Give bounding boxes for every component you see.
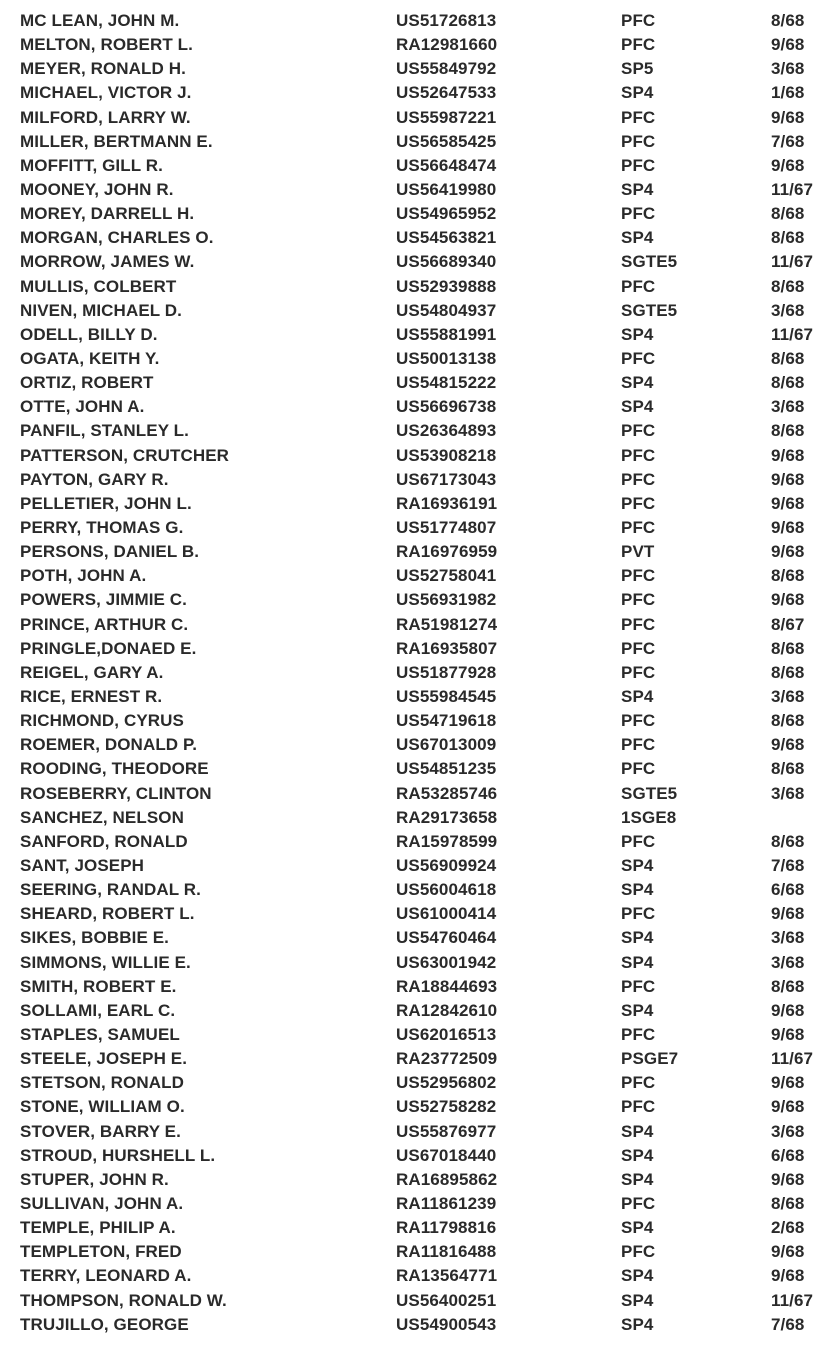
rank: PFC xyxy=(621,131,656,151)
date: 8/68 xyxy=(771,976,805,996)
soldier-name: PATTERSON, CRUTCHER xyxy=(20,445,230,465)
roster-row xyxy=(0,33,839,57)
date: 8/68 xyxy=(771,566,805,586)
date: 9/68 xyxy=(771,590,805,610)
date: 9/68 xyxy=(771,35,805,55)
soldier-name: MORROW, JAMES W. xyxy=(20,252,195,272)
date: 9/68 xyxy=(771,1242,805,1262)
service-number: US54965952 xyxy=(396,204,497,224)
service-number: RA15978599 xyxy=(396,831,498,851)
soldier-name: OGATA, KEITH Y. xyxy=(20,349,160,369)
service-number: US63001942 xyxy=(396,952,497,972)
service-number: US51877928 xyxy=(396,662,497,682)
roster-row xyxy=(0,57,839,81)
date: 7/68 xyxy=(771,855,805,875)
date: 9/68 xyxy=(771,1000,805,1020)
roster-row xyxy=(0,1023,839,1047)
date: 9/68 xyxy=(771,1266,805,1286)
date: 11/67 xyxy=(771,1290,814,1310)
service-number: US56648474 xyxy=(396,155,497,175)
rank: PFC xyxy=(621,711,656,731)
service-number: US55987221 xyxy=(396,107,497,127)
date: 11/67 xyxy=(771,180,814,200)
roster-row xyxy=(0,323,839,347)
roster-row xyxy=(0,1216,839,1240)
roster-row xyxy=(0,709,839,733)
roster-row xyxy=(0,106,839,130)
rank: PFC xyxy=(621,469,656,489)
soldier-name: MORGAN, CHARLES O. xyxy=(20,228,214,248)
date: 6/68 xyxy=(771,880,805,900)
roster-row xyxy=(0,1168,839,1192)
date: 8/68 xyxy=(771,349,805,369)
roster-row xyxy=(0,902,839,926)
date: 9/68 xyxy=(771,469,805,489)
soldier-name: SIMMONS, WILLIE E. xyxy=(20,952,191,972)
date: 9/68 xyxy=(771,542,805,562)
rank: SP4 xyxy=(621,1314,654,1334)
service-number: RA53285746 xyxy=(396,783,498,803)
service-number: RA23772509 xyxy=(396,1049,498,1069)
soldier-name: SIKES, BOBBIE E. xyxy=(20,928,169,948)
roster-row xyxy=(0,202,839,226)
soldier-name: MICHAEL, VICTOR J. xyxy=(20,83,192,103)
service-number: RA11798816 xyxy=(396,1218,497,1238)
roster-row xyxy=(0,806,839,830)
roster-row xyxy=(0,878,839,902)
date: 11/67 xyxy=(771,324,814,344)
rank: PFC xyxy=(621,107,656,127)
roster-row xyxy=(0,999,839,1023)
service-number: US55876977 xyxy=(396,1121,497,1141)
service-number: US61000414 xyxy=(396,904,497,924)
service-number: US56400251 xyxy=(396,1290,497,1310)
date: 3/68 xyxy=(771,397,805,417)
rank: SP4 xyxy=(621,1000,654,1020)
service-number: US55881991 xyxy=(396,324,497,344)
roster-row xyxy=(0,154,839,178)
roster-row xyxy=(0,1119,839,1143)
soldier-name: MILLER, BERTMANN E. xyxy=(20,131,213,151)
date: 8/68 xyxy=(771,662,805,682)
roster-row xyxy=(0,1047,839,1071)
service-number: RA16895862 xyxy=(396,1169,498,1189)
service-number: US54815222 xyxy=(396,373,497,393)
service-number: RA51981274 xyxy=(396,614,498,634)
roster-row xyxy=(0,588,839,612)
soldier-name: NIVEN, MICHAEL D. xyxy=(20,300,182,320)
service-number: US54804937 xyxy=(396,300,497,320)
rank: SP4 xyxy=(621,324,654,344)
rank: PFC xyxy=(621,155,656,175)
soldier-name: RICHMOND, CYRUS xyxy=(20,711,184,731)
roster-row xyxy=(0,275,839,299)
service-number: US56689340 xyxy=(396,252,497,272)
roster-row xyxy=(0,950,839,974)
date: 9/68 xyxy=(771,493,805,513)
service-number: US52939888 xyxy=(396,276,497,296)
rank: SP4 xyxy=(621,83,654,103)
rank: SP4 xyxy=(621,952,654,972)
date: 9/68 xyxy=(771,1097,805,1117)
rank: SGTE5 xyxy=(621,300,678,320)
rank: PSGE7 xyxy=(621,1049,679,1069)
service-number: US54760464 xyxy=(396,928,497,948)
soldier-name: STETSON, RONALD xyxy=(20,1073,184,1093)
rank: SP4 xyxy=(621,1121,654,1141)
rank: PFC xyxy=(621,11,656,31)
roster-row xyxy=(0,299,839,323)
service-number: US54719618 xyxy=(396,711,497,731)
roster-row xyxy=(0,830,839,854)
rank: PFC xyxy=(621,445,656,465)
roster-row xyxy=(0,1240,839,1264)
service-number: US26364893 xyxy=(396,421,497,441)
soldier-name: STROUD, HURSHELL L. xyxy=(20,1145,216,1165)
rank: SGTE5 xyxy=(621,252,678,272)
date: 8/68 xyxy=(771,228,805,248)
date: 9/68 xyxy=(771,518,805,538)
soldier-name: POTH, JOHN A. xyxy=(20,566,147,586)
service-number: US62016513 xyxy=(396,1024,497,1044)
service-number: RA16976959 xyxy=(396,542,498,562)
service-number: US54851235 xyxy=(396,759,497,779)
date: 3/68 xyxy=(771,59,805,79)
rank: PFC xyxy=(621,276,656,296)
service-number: US51774807 xyxy=(396,518,497,538)
roster-row xyxy=(0,81,839,105)
service-number: US67018440 xyxy=(396,1145,497,1165)
rank: PFC xyxy=(621,614,656,634)
rank: PFC xyxy=(621,493,656,513)
soldier-name: REIGEL, GARY A. xyxy=(20,662,164,682)
soldier-name: STUPER, JOHN R. xyxy=(20,1169,169,1189)
soldier-name: MOONEY, JOHN R. xyxy=(20,180,174,200)
roster-row xyxy=(0,468,839,492)
roster-row xyxy=(0,1192,839,1216)
rank: SP4 xyxy=(621,1145,654,1165)
roster-row xyxy=(0,782,839,806)
rank: PFC xyxy=(621,831,656,851)
soldier-name: MELTON, ROBERT L. xyxy=(20,35,193,55)
date: 8/68 xyxy=(771,373,805,393)
date: 9/68 xyxy=(771,445,805,465)
soldier-name: PELLETIER, JOHN L. xyxy=(20,493,192,513)
roster-row xyxy=(0,250,839,274)
roster-row xyxy=(0,685,839,709)
date: 8/68 xyxy=(771,711,805,731)
roster-row xyxy=(0,564,839,588)
rank: SP4 xyxy=(621,880,654,900)
rank: PFC xyxy=(621,590,656,610)
soldier-name: MOREY, DARRELL H. xyxy=(20,204,195,224)
soldier-name: PAYTON, GARY R. xyxy=(20,469,169,489)
service-number: US52758041 xyxy=(396,566,497,586)
rank: SP4 xyxy=(621,180,654,200)
roster-row xyxy=(0,613,839,637)
soldier-name: SULLIVAN, JOHN A. xyxy=(20,1193,184,1213)
roster-list xyxy=(0,9,839,1337)
service-number: US56004618 xyxy=(396,880,497,900)
date: 7/68 xyxy=(771,1314,805,1334)
date: 8/68 xyxy=(771,638,805,658)
rank: SP4 xyxy=(621,228,654,248)
rank: PFC xyxy=(621,349,656,369)
rank: SP4 xyxy=(621,928,654,948)
soldier-name: OTTE, JOHN A. xyxy=(20,397,145,417)
date: 3/68 xyxy=(771,687,805,706)
roster-row xyxy=(0,1313,839,1337)
service-number: US52647533 xyxy=(396,83,497,103)
roster-row xyxy=(0,637,839,661)
service-number: US51726813 xyxy=(396,11,497,31)
date: 9/68 xyxy=(771,107,805,127)
rank: SP4 xyxy=(621,1290,654,1310)
roster-row xyxy=(0,178,839,202)
roster-row xyxy=(0,733,839,757)
service-number: RA16935807 xyxy=(396,638,498,658)
date: 3/68 xyxy=(771,928,805,948)
service-number: US67173043 xyxy=(396,469,497,489)
rank: PFC xyxy=(621,1024,656,1044)
service-number: US56696738 xyxy=(396,397,497,417)
roster-row xyxy=(0,492,839,516)
date: 8/68 xyxy=(771,759,805,779)
roster-row xyxy=(0,540,839,564)
soldier-name: MOFFITT, GILL R. xyxy=(20,155,163,175)
date: 8/68 xyxy=(771,11,805,31)
soldier-name: POWERS, JIMMIE C. xyxy=(20,590,187,610)
rank: SP4 xyxy=(621,855,654,875)
soldier-name: TRUJILLO, GEORGE xyxy=(20,1314,189,1334)
service-number: US52758282 xyxy=(396,1097,497,1117)
service-number: US55984545 xyxy=(396,687,497,706)
date: 2/68 xyxy=(771,1218,805,1238)
soldier-name: MILFORD, LARRY W. xyxy=(20,107,191,127)
soldier-name: SHEARD, ROBERT L. xyxy=(20,904,195,924)
roster-row xyxy=(0,226,839,250)
soldier-name: ORTIZ, ROBERT xyxy=(20,373,154,393)
service-number: US52956802 xyxy=(396,1073,497,1093)
soldier-name: MC LEAN, JOHN M. xyxy=(20,11,180,31)
rank: PVT xyxy=(621,542,655,562)
service-number: RA18844693 xyxy=(396,976,498,996)
roster-row xyxy=(0,1095,839,1119)
soldier-name: SOLLAMI, EARL C. xyxy=(20,1000,176,1020)
rank: SGTE5 xyxy=(621,783,678,803)
roster-row xyxy=(0,757,839,781)
date: 9/68 xyxy=(771,1073,805,1093)
soldier-name: ROODING, THEODORE xyxy=(20,759,209,779)
date: 8/68 xyxy=(771,1193,805,1213)
date: 3/68 xyxy=(771,1121,805,1141)
soldier-name: PERRY, THOMAS G. xyxy=(20,518,184,538)
service-number: US56585425 xyxy=(396,131,497,151)
roster-row xyxy=(0,854,839,878)
rank: PFC xyxy=(621,204,656,224)
date: 6/68 xyxy=(771,1145,805,1165)
rank: PFC xyxy=(621,1097,656,1117)
rank: PFC xyxy=(621,566,656,586)
soldier-name: SANT, JOSEPH xyxy=(20,855,145,875)
date: 7/68 xyxy=(771,131,805,151)
roster-row xyxy=(0,444,839,468)
service-number: US56931982 xyxy=(396,590,497,610)
soldier-name: RICE, ERNEST R. xyxy=(20,687,163,706)
date: 9/68 xyxy=(771,1024,805,1044)
soldier-name: MULLIS, COLBERT xyxy=(20,276,177,296)
roster-row xyxy=(0,347,839,371)
date: 11/67 xyxy=(771,1049,814,1069)
rank: PFC xyxy=(621,421,656,441)
rank: PFC xyxy=(621,518,656,538)
soldier-name: STEELE, JOSEPH E. xyxy=(20,1049,188,1069)
service-number: RA11861239 xyxy=(396,1193,497,1213)
soldier-name: ODELL, BILLY D. xyxy=(20,324,158,344)
date: 9/68 xyxy=(771,904,805,924)
soldier-name: TEMPLE, PHILIP A. xyxy=(20,1218,176,1238)
date: 3/68 xyxy=(771,300,805,320)
rank: SP4 xyxy=(621,397,654,417)
soldier-name: SMITH, ROBERT E. xyxy=(20,976,177,996)
roster-row xyxy=(0,975,839,999)
soldier-name: SANCHEZ, NELSON xyxy=(20,807,184,827)
date: 9/68 xyxy=(771,155,805,175)
soldier-name: STAPLES, SAMUEL xyxy=(20,1024,180,1044)
service-number: US54900543 xyxy=(396,1314,497,1334)
soldier-name: PRINGLE,DONAED E. xyxy=(20,638,197,658)
roster-row xyxy=(0,1288,839,1312)
soldier-name: MEYER, RONALD H. xyxy=(20,59,186,79)
soldier-name: PANFIL, STANLEY L. xyxy=(20,421,189,441)
roster-row xyxy=(0,371,839,395)
soldier-name: ROEMER, DONALD P. xyxy=(20,735,198,755)
date: 9/68 xyxy=(771,1169,805,1189)
date: 3/68 xyxy=(771,783,805,803)
date: 8/68 xyxy=(771,421,805,441)
service-number: RA29173658 xyxy=(396,807,498,827)
date: 8/68 xyxy=(771,276,805,296)
rank: PFC xyxy=(621,904,656,924)
date: 8/68 xyxy=(771,831,805,851)
service-number: US67013009 xyxy=(396,735,497,755)
soldier-name: ROSEBERRY, CLINTON xyxy=(20,783,212,803)
roster-row xyxy=(0,1144,839,1168)
rank: SP4 xyxy=(621,1266,654,1286)
service-number: US53908218 xyxy=(396,445,497,465)
roster-row xyxy=(0,661,839,685)
service-number: US56419980 xyxy=(396,180,497,200)
service-number: US55849792 xyxy=(396,59,497,79)
roster-row xyxy=(0,9,839,33)
rank: SP4 xyxy=(621,1169,654,1189)
service-number: US50013138 xyxy=(396,349,497,369)
rank: PFC xyxy=(621,1242,656,1262)
date: 8/67 xyxy=(771,614,805,634)
rank: PFC xyxy=(621,638,656,658)
service-number: US56909924 xyxy=(396,855,497,875)
service-number: RA11816488 xyxy=(396,1242,497,1262)
rank: PFC xyxy=(621,1193,656,1213)
date: 9/68 xyxy=(771,735,805,755)
soldier-name: SEERING, RANDAL R. xyxy=(20,880,201,900)
soldier-name: TERRY, LEONARD A. xyxy=(20,1266,192,1286)
rank: SP4 xyxy=(621,687,654,706)
date: 3/68 xyxy=(771,952,805,972)
rank: SP4 xyxy=(621,1218,654,1238)
roster-row xyxy=(0,1071,839,1095)
soldier-name: PERSONS, DANIEL B. xyxy=(20,542,200,562)
soldier-name: SANFORD, RONALD xyxy=(20,831,188,851)
soldier-name: STONE, WILLIAM O. xyxy=(20,1097,185,1117)
roster-row xyxy=(0,130,839,154)
service-number: US54563821 xyxy=(396,228,497,248)
rank: 1SGE8 xyxy=(621,807,677,827)
soldier-name: THOMPSON, RONALD W. xyxy=(20,1290,227,1310)
roster-row xyxy=(0,926,839,950)
roster-row xyxy=(0,395,839,419)
soldier-name: TEMPLETON, FRED xyxy=(20,1242,182,1262)
roster-row xyxy=(0,1264,839,1288)
soldier-name: STOVER, BARRY E. xyxy=(20,1121,181,1141)
service-number: RA12981660 xyxy=(396,35,498,55)
rank: SP5 xyxy=(621,59,654,79)
date: 1/68 xyxy=(771,83,805,103)
rank: SP4 xyxy=(621,373,654,393)
rank: PFC xyxy=(621,759,656,779)
service-number: RA12842610 xyxy=(396,1000,498,1020)
rank: PFC xyxy=(621,35,656,55)
roster-row xyxy=(0,516,839,540)
service-number: RA16936191 xyxy=(396,493,498,513)
rank: PFC xyxy=(621,662,656,682)
service-number: RA13564771 xyxy=(396,1266,498,1286)
date: 8/68 xyxy=(771,204,805,224)
soldier-name: PRINCE, ARTHUR C. xyxy=(20,614,189,634)
roster-row xyxy=(0,419,839,443)
rank: PFC xyxy=(621,976,656,996)
rank: PFC xyxy=(621,735,656,755)
rank: PFC xyxy=(621,1073,656,1093)
date: 11/67 xyxy=(771,252,814,272)
